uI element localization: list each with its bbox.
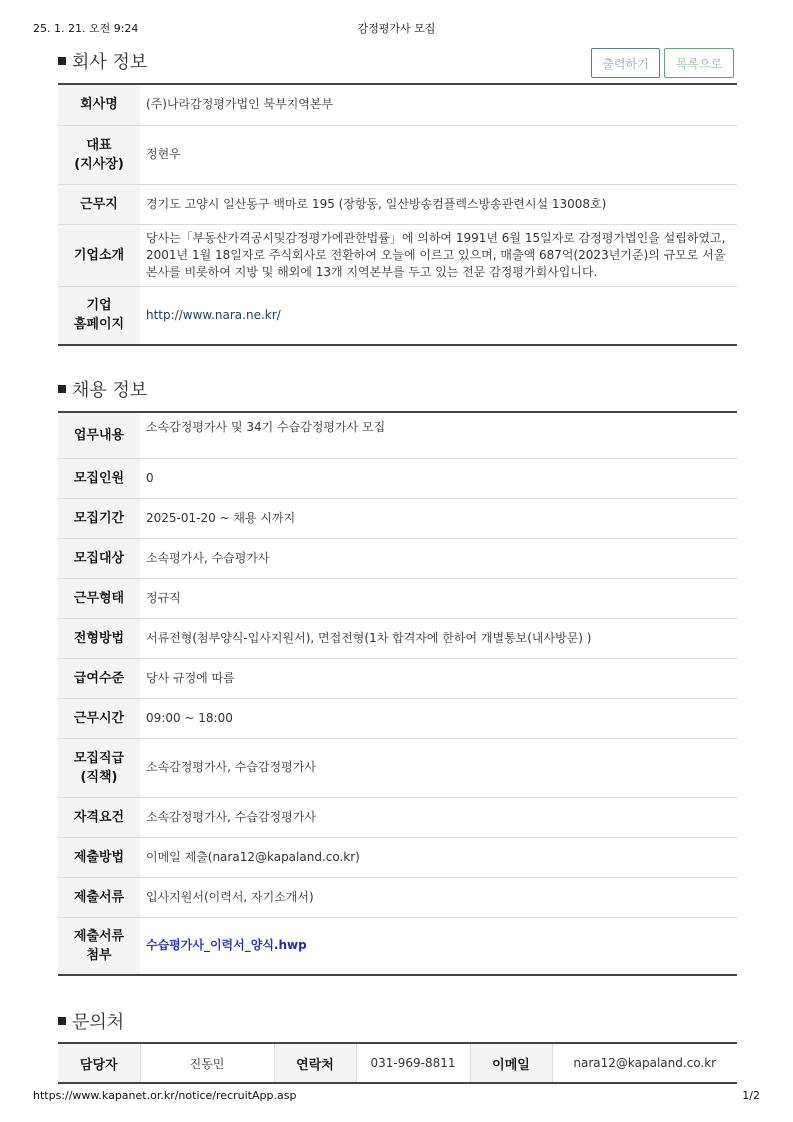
contact-section-heading	[58, 1008, 124, 1034]
attachment-cell	[140, 917, 737, 975]
table-row	[58, 125, 737, 184]
documents-value: 입사지원서(이력서, 자기소개서)	[140, 877, 737, 917]
selection-method-value: 서류전형(첨부양식-입사지원서), 면접전형(1차 합격자에 한하여 개별통보(내사방문) )	[140, 618, 737, 658]
job-description-label: 업무내용	[58, 412, 140, 458]
table-row	[58, 618, 737, 658]
submission-method-label: 제출방법	[58, 837, 140, 877]
attachment-label: 제출서류 첨부	[58, 917, 140, 975]
table-row	[58, 917, 737, 975]
print-button[interactable]: 출력하기	[591, 48, 660, 78]
homepage-link[interactable]: http://www.nara.ne.kr/	[146, 307, 281, 322]
job-description-value: 소속감정평가사 및 34기 수습감정평가사 모집	[140, 412, 737, 458]
table-row	[58, 578, 737, 618]
table-row	[58, 837, 737, 877]
attachment-download-link[interactable]: 수습평가사_이력서_양식.hwp	[146, 938, 307, 953]
table-row	[58, 877, 737, 917]
headcount-label: 모집인원	[58, 458, 140, 498]
page-number: 1/2	[742, 1089, 760, 1102]
recruit-section-heading	[58, 376, 147, 402]
company-info-table	[58, 83, 737, 346]
headcount-value: 0	[140, 458, 737, 498]
homepage-cell	[140, 286, 737, 345]
homepage-label: 기업 홈페이지	[58, 286, 140, 345]
target-label: 모집대상	[58, 538, 140, 578]
contact-section-title: 문의처	[72, 1012, 125, 1033]
employment-type-label: 근무형태	[58, 578, 140, 618]
recruit-section-title: 채용 정보	[72, 380, 148, 401]
period-label: 모집기간	[58, 498, 140, 538]
print-url: https://www.kapanet.or.kr/notice/recruitApp.asp	[33, 1089, 297, 1102]
table-row	[58, 698, 737, 738]
print-date: 25. 1. 21. 오전 9:24	[33, 22, 139, 35]
phone-value: 031-969-8811	[356, 1043, 470, 1083]
email-value: nara12@kapaland.co.kr	[552, 1043, 737, 1083]
table-row	[58, 184, 737, 224]
table-row	[58, 738, 737, 797]
position-label: 모집직급 (직책)	[58, 738, 140, 797]
workplace-value: 경기도 고양시 일산동구 백마로 195 (장항동, 일산방송컴플렉스방송관련시설 13008호)	[140, 184, 737, 224]
section-bullet-icon	[58, 57, 66, 65]
phone-label: 연락처	[274, 1043, 356, 1083]
email-label: 이메일	[470, 1043, 552, 1083]
table-row	[58, 412, 737, 458]
print-footer	[33, 1089, 760, 1105]
submission-method-value: 이메일 제출(nara12@kapaland.co.kr)	[140, 837, 737, 877]
work-hours-label: 근무시간	[58, 698, 140, 738]
representative-label: 대표 (지사장)	[58, 125, 140, 184]
workplace-label: 근무지	[58, 184, 140, 224]
documents-label: 제출서류	[58, 877, 140, 917]
table-row	[58, 224, 737, 286]
qualification-value: 소속감정평가사, 수습감정평가사	[140, 797, 737, 837]
period-value: 2025-01-20 ~ 채용 시까지	[140, 498, 737, 538]
target-value: 소속평가사, 수습평가사	[140, 538, 737, 578]
manager-value: 진동민	[140, 1043, 274, 1083]
table-row	[58, 658, 737, 698]
contact-table	[58, 1042, 737, 1084]
company-intro-label: 기업소개	[58, 224, 140, 286]
table-row	[58, 286, 737, 345]
company-section-title: 회사 정보	[72, 52, 148, 73]
qualification-label: 자격요건	[58, 797, 140, 837]
back-to-list-button[interactable]: 목록으로	[664, 48, 734, 78]
recruit-info-table	[58, 411, 737, 976]
company-name-label: 회사명	[58, 84, 140, 125]
section-bullet-icon	[58, 385, 66, 393]
salary-value: 당사 규정에 따름	[140, 658, 737, 698]
employment-type-value: 정규직	[140, 578, 737, 618]
print-header	[33, 20, 760, 36]
section-bullet-icon	[58, 1017, 66, 1025]
salary-label: 급여수준	[58, 658, 140, 698]
table-row	[58, 84, 737, 125]
table-row	[58, 797, 737, 837]
print-title: 감정평가사 모집	[357, 22, 436, 35]
position-value: 소속감정평가사, 수습감정평가사	[140, 738, 737, 797]
table-row	[58, 498, 737, 538]
company-name-value: (주)나라감정평가법인 북부지역본부	[140, 84, 737, 125]
company-intro-value: 당사는「부동산가격공시및감정평가에관한법률」에 의하여 1991년 6월 15일자로 감정평가법인을 설립하였고, 2001년 1월 18일자로 주식회사로 전환하여 오늘에 이르고 있으며, 매출액 687억(2023년기준)의 규모로 서울 본사를 비롯하여 지방 및 해외에 13개 지역본부를 두고 있는 전문 감정평가회사입니다.	[140, 224, 737, 286]
company-section-heading	[58, 48, 147, 74]
selection-method-label: 전형방법	[58, 618, 140, 658]
table-row	[58, 538, 737, 578]
manager-label: 담당자	[58, 1043, 140, 1083]
work-hours-value: 09:00 ~ 18:00	[140, 698, 737, 738]
table-row	[58, 1043, 737, 1083]
table-row	[58, 458, 737, 498]
representative-value: 정현우	[140, 125, 737, 184]
